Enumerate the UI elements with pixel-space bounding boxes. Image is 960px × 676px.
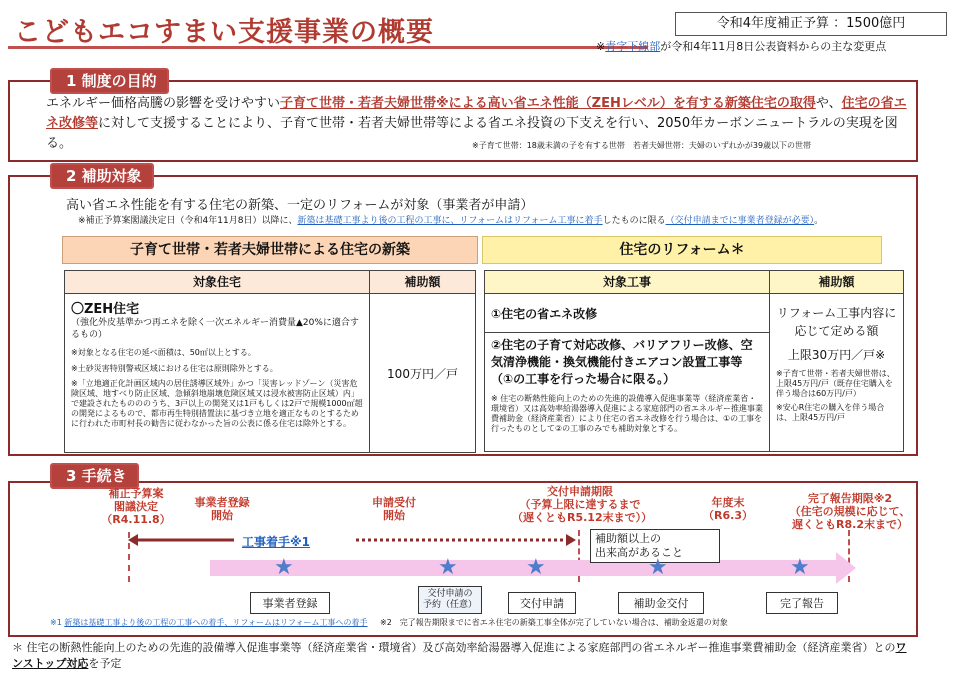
section2-lead: 高い省エネ性能を有する住宅の新築、一定のリフォームが対象（事業者が申請） (66, 198, 534, 213)
step-application: 交付申請 (508, 592, 576, 614)
s2-note-b: 新築は基礎工事より後の工程の工事に、リフォームはリフォーム工事に着手 (297, 216, 603, 226)
timeline-bar-head (836, 552, 856, 584)
star-icon: ★ (526, 555, 546, 580)
s2-note-d: （交付申請までに事業者登録が必要） (665, 216, 815, 226)
nb-note2: ※土砂災害特別警戒区域における住宅は原則除外とする。 (71, 364, 278, 373)
step-registration: 事業者登録 (250, 592, 330, 614)
star-icon: ★ (438, 555, 458, 580)
reform-amount-note1: ※子育て世帯・若者夫婦世帯は、上限45万円/戸（既存住宅購入を伴う場合は60万円/戸） (776, 369, 895, 398)
reform-note: ※ 住宅の断熱性能向上のための先進的設備導入促進事業等（経済産業省・環境省）又は高効率給湯器導入促進による家庭部門の省エネルギー推進事業費補助金（経済産業省）により住宅の省エネ改修を行う場合は、①の工事を行ったものとして②の工事のみでも補助対象とする。 (491, 394, 763, 433)
zeh-desc: （強化外皮基準かつ再エネを除く一次エネルギー消費量▲20%に適合するもの） (71, 318, 359, 340)
footer-mark: ＊ (12, 641, 23, 654)
step-subsidy: 補助金交付 (618, 592, 704, 614)
footer-note (12, 640, 912, 672)
reform-heading: 住宅のリフォーム＊ (482, 236, 882, 264)
section1-tab: 1 制度の目的 (50, 68, 169, 94)
left-arrow-head (128, 534, 138, 546)
s2-note-e: 。 (814, 216, 824, 226)
milestone-report-deadline: 完了報告期限※2 （住宅の規模に応じて、 遅くともR8.2末まで） (789, 492, 911, 531)
timeline-bar (210, 560, 836, 576)
s1-text-a: エネルギー価格高騰の影響を受けやすい (46, 96, 281, 111)
reform-col2: 補助額 (770, 271, 904, 294)
new-build-col2: 補助額 (370, 271, 476, 294)
change-note-link: 青字下線部 (605, 40, 661, 53)
new-build-amount: 100万円／戸 (370, 294, 476, 453)
s1-text-e: に対して支援することにより、子育て世帯・若者夫婦世帯等による省エネ投資の下支えを行い、2050年カーボンニュートラルの実現を図る。 (46, 116, 898, 151)
right-arrow-head (566, 534, 576, 546)
reform-amount-note2: ※安心R住宅の購入を伴う場合は、上限45万円/戸 (776, 403, 885, 422)
budget-box: 令和4年度補正予算 ：1500億円 (675, 12, 947, 36)
s2-note-a: ※補正予算案閣議決定日（令和4年11月8日）以降に、 (78, 216, 298, 226)
s3-footnote1 (50, 617, 368, 628)
zeh-item: 〇ZEH住宅 (71, 302, 140, 317)
construction-start-label: 工事着手※1 (242, 535, 311, 549)
s1-text-b: 子育て世帯・若者夫婦世帯※による高い省エネ性能（ZEHレベル）を有する新築住宅の取得 (280, 96, 816, 111)
step-reservation: 交付申請の 予約（任意） (418, 586, 482, 614)
s3-fn1-text: 新築は基礎工事より後の工程の工事への着手、リフォームはリフォーム工事への着手 (64, 618, 368, 627)
nb-note3: ※「立地適正化計画区域内の居住誘導区域外」かつ「災害レッドゾーン（災害危険区域、地すべり防止区域、急傾斜地崩壊危険区域又は浸水被害防止区域）内」で建設されたものののうち、3戸以上の開発又は1戸もしくは2戸で規模1000㎡超の開発によるもので、都市再生特別措置法に基づき立地を適正なものとするために行われた市町村長の勧告に従わなかった旨の公表に係る住宅は除外とする。 (71, 379, 363, 428)
milestone-registration: 事業者登録 開始 (194, 496, 250, 522)
reform-item2: ②住宅の子育て対応改修、バリアフリー改修、空気清浄機能・換気機能付きエアコン設置工事等（①の工事を行った場合に限る。） (491, 338, 753, 386)
change-note-text: が令和4年11月8日公表資料からの主な変更点 (660, 40, 887, 53)
star-icon: ★ (648, 555, 668, 580)
reform-amount2: 上限30万円／戸※ (787, 348, 886, 362)
reform-item1: ①住宅の省エネ改修 (485, 294, 770, 333)
milestone-fiscal-end: 年度末 （R6.3） (703, 496, 753, 522)
footer-text-a: 住宅の断熱性能向上のための先進的設備導入促進事業等（経済産業省・環境省）及び高効率給湯器導入促進による家庭部門の省エネルギー推進事業費補助金（経済産業省）との (26, 641, 896, 654)
s1-text-c: や、 (815, 96, 842, 111)
star-icon: ★ (274, 555, 294, 580)
reform-col1: 対象工事 (485, 271, 770, 294)
section2-tab: 2 補助対象 (50, 163, 154, 189)
new-build-heading: 子育て世帯・若者夫婦世帯による住宅の新築 (62, 236, 478, 264)
nb-note1: ※対象となる住宅の延べ面積は、50㎡以上とする。 (71, 348, 256, 357)
callout-box: 補助額以上の 出来高があること (590, 529, 720, 563)
section1-footnote: ※子育て世帯：18歳未満の子を有する世帯 若者夫婦世帯：夫婦のいずれかが39歳以下の世帯 (472, 141, 812, 150)
star-icon: ★ (790, 555, 810, 580)
section3-tab: 3 手続き (50, 463, 139, 489)
new-build-col1: 対象住宅 (65, 271, 370, 294)
step-report: 完了報告 (766, 592, 838, 614)
s2-note-c: したものに限る (602, 216, 666, 226)
reform-amount1: リフォーム工事内容に応じて定める額 (776, 306, 897, 338)
milestone-application-deadline: 交付申請期限 （予算上限に達するまで （遅くともR5.12末まで）） (512, 485, 653, 524)
change-note-mark: ※ (596, 40, 606, 53)
milestone-cabinet: 補正予算案 閣議決定 （R4.11.8） (101, 487, 171, 526)
s1-text-d: 住宅の省エネ改修等 (46, 96, 907, 131)
page-title: こどもエコすまい支援事業の概要 (14, 17, 434, 48)
milestone-application-start: 申請受付 開始 (372, 496, 416, 522)
footer-text-c: を予定 (88, 657, 122, 670)
footer-text-b: ワンストップ対応 (12, 641, 907, 670)
s3-fn1-mark: ※1 (50, 618, 62, 627)
s3-footnote2: ※2 完了報告期限までに省エネ住宅の新築工事全体が完了していない場合は、補助金返還の対象 (380, 618, 728, 627)
